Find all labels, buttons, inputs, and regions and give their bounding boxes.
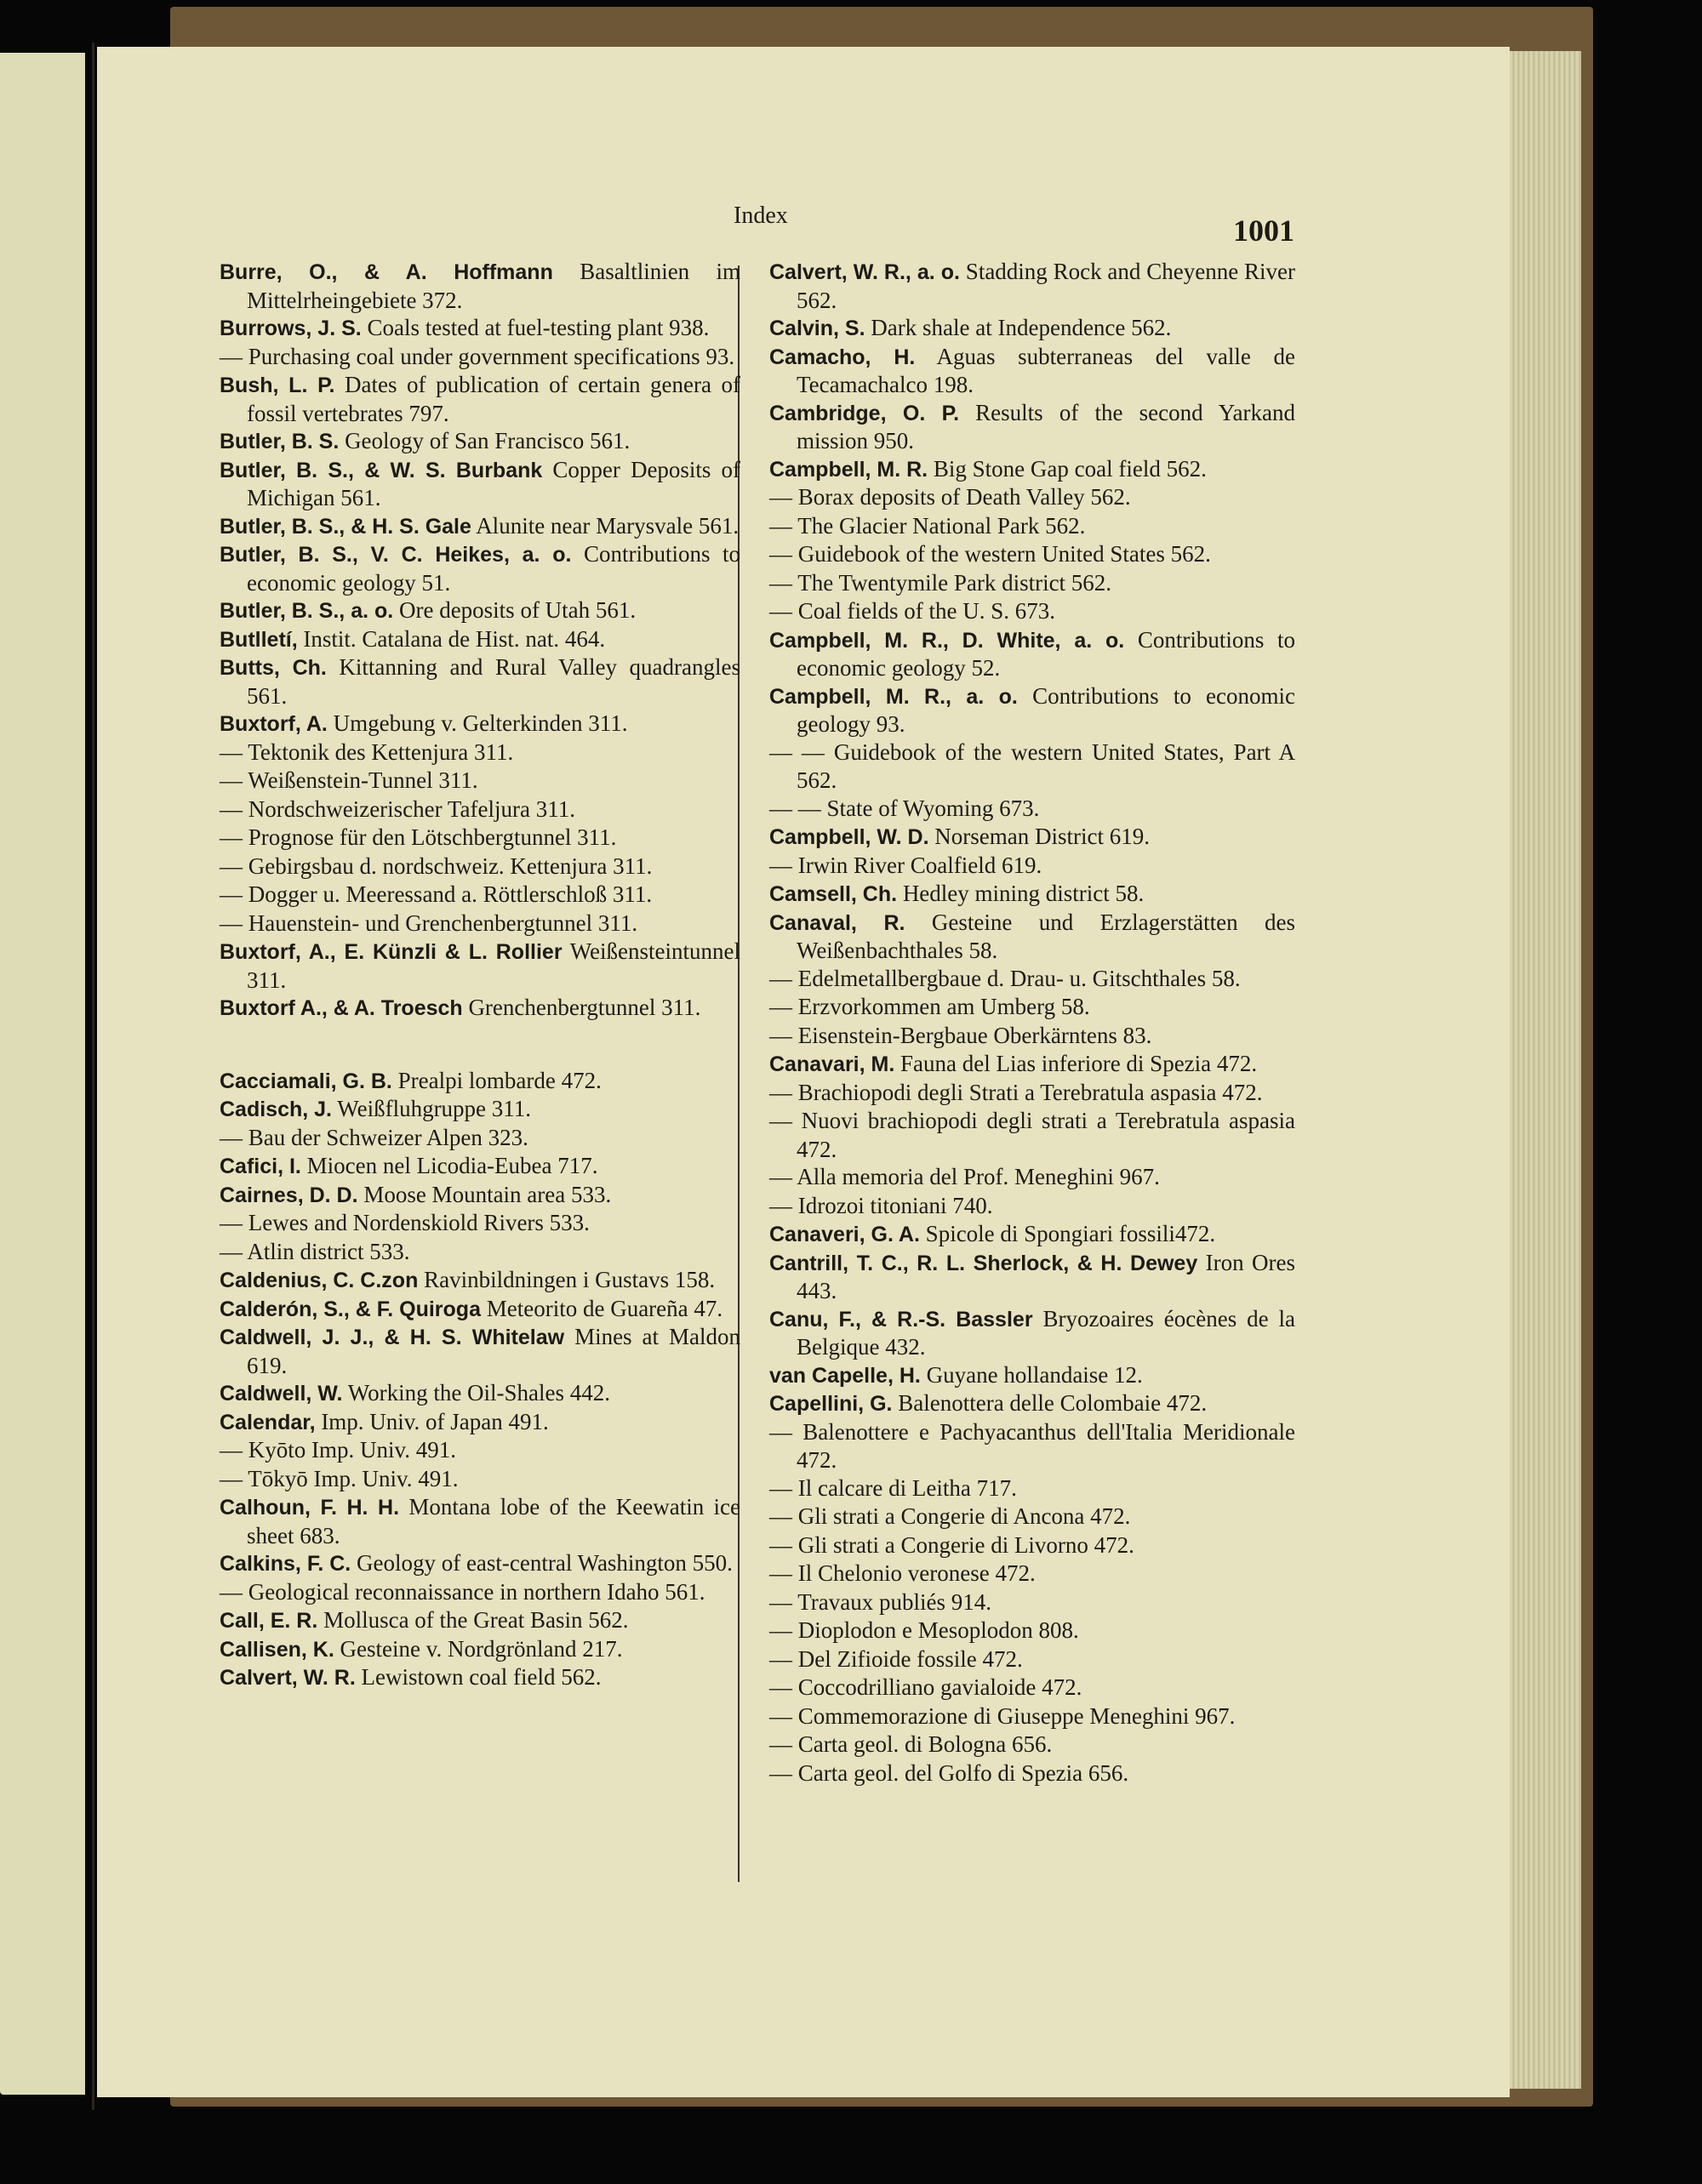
entry-author: Campbell, M. R., D. White, a. o. [769, 628, 1125, 653]
entry-title: Iron Ores 443. [797, 1249, 1296, 1303]
index-entry [220, 456, 740, 512]
index-entry [769, 1531, 1295, 1560]
entry-author: Camacho, H. [769, 345, 916, 369]
index-entry [220, 1295, 740, 1324]
index-entry [769, 258, 1295, 314]
entry-title: — Eisenstein-Bergbaue Oberkärntens 83. [769, 1022, 1152, 1048]
entry-title: Alunite near Marysvale 561. [476, 512, 740, 539]
entry-title: Big Stone Gap coal field 562. [933, 455, 1207, 482]
index-entry [220, 1124, 740, 1153]
entry-author: Calhoun, F. H. H. [220, 1496, 400, 1520]
gutter-line [92, 43, 94, 2110]
index-entry [769, 1079, 1295, 1108]
entry-title: — Weißenstein-Tunnel 311. [220, 767, 478, 793]
index-entry [769, 1305, 1295, 1361]
entry-author: Cantrill, T. C., R. L. Sherlock, & H. Dewey [769, 1251, 1198, 1275]
entry-author: Buxtorf, A., E. Künzli & L. Rollier [220, 940, 563, 964]
entry-title: — Tōkyō Imp. Univ. 491. [220, 1465, 459, 1491]
entry-title: Working the Oil-Shales 442. [347, 1380, 611, 1406]
entry-author: Cambridge, O. P. [769, 401, 960, 425]
entry-title: — Carta geol. del Golfo di Spezia 656. [769, 1759, 1129, 1786]
entry-title: Guyane hollandaise 12. [926, 1361, 1143, 1388]
entry-author: Calvert, W. R. [220, 1666, 356, 1690]
index-entry [769, 1163, 1295, 1192]
entry-title: — Gebirgsbau d. nordschweiz. Kettenjura 311. [220, 853, 653, 879]
index-entry [769, 909, 1295, 965]
index-entry [220, 653, 740, 710]
entry-author: Buxtorf A., & A. Troesch [220, 996, 463, 1020]
index-entry [769, 626, 1295, 682]
index-entry [220, 1578, 740, 1607]
index-entry [220, 767, 740, 795]
index-entry [769, 455, 1295, 484]
entry-author: Butler, B. S. [220, 430, 340, 453]
index-entry [769, 1645, 1295, 1674]
index-entry [220, 1266, 740, 1295]
index-entry [220, 1606, 740, 1635]
index-entry [220, 1465, 740, 1494]
entry-title: Mollusca of the Great Basin 562. [323, 1607, 629, 1633]
index-entry [220, 710, 740, 738]
index-entry [769, 1617, 1295, 1645]
entry-title: Weißfluhgruppe 311. [337, 1096, 532, 1121]
index-entry [220, 427, 740, 456]
index-entry [769, 1560, 1295, 1588]
running-head: Index [734, 202, 788, 229]
entry-author: Campbell, M. R. [769, 457, 928, 482]
index-entry [769, 483, 1295, 512]
entry-title: — Erzvorkommen am Umberg 58. [769, 994, 1090, 1019]
entry-title: Norseman District 619. [934, 824, 1150, 849]
index-entry [769, 880, 1295, 909]
index-entry [769, 1674, 1295, 1702]
entry-author: Butler, B. S., & H. S. Gale [220, 514, 471, 539]
entry-title: Stadding Rock and Cheyenne River 562. [797, 259, 1296, 313]
entry-title: Prealpi lombarde 472. [397, 1067, 602, 1093]
entry-author: Calvin, S. [769, 316, 865, 340]
entry-title: Ore deposits of Utah 561. [398, 597, 637, 623]
index-entry [220, 1152, 740, 1181]
entry-title: Copper Deposits of Michigan 561. [247, 456, 741, 510]
entry-title: Dates of publication of certain genera of fossil vertebrates 797. [247, 372, 741, 426]
entry-title: — Atlin district 533. [220, 1238, 410, 1264]
index-entry [220, 540, 740, 596]
entry-title: — Dioplodon e Mesoplodon 808. [769, 1617, 1079, 1643]
entry-author: Canavari, M. [769, 1052, 895, 1076]
entry-author: Campbell, W. D. [769, 825, 929, 849]
entry-title: — Coccodrilliano gavialoide 472. [769, 1674, 1082, 1700]
entry-title: — Coal fields of the U. S. 673. [769, 598, 1055, 624]
entry-title: Coals tested at fuel-testing plant 938. [367, 315, 710, 340]
entry-title: Gesteine v. Nordgrönland 217. [340, 1635, 623, 1662]
entry-author: van Capelle, H. [769, 1363, 921, 1388]
entry-author: Caldwell, J. J., & H. S. Whitelaw [220, 1326, 565, 1349]
index-entry [220, 314, 740, 343]
index-entry [220, 795, 740, 824]
entry-author: Cafici, I. [220, 1155, 301, 1178]
entry-author: Campbell, M. R., a. o. [769, 684, 1018, 709]
index-entry [769, 1022, 1295, 1051]
entry-title: Gesteine und Erzlagerstätten des Weißenbachthales 58. [797, 909, 1295, 963]
entry-title: Ravinbildningen i Gustavs 158. [424, 1267, 716, 1292]
entry-title: Geology of east-central Washington 550. [356, 1550, 733, 1576]
entry-title: Meteorito de Guareña 47. [486, 1295, 723, 1321]
entry-title: — Prognose für den Lötschbergtunnel 311. [220, 824, 617, 850]
entry-author: Caldenius, C. C.zon [220, 1269, 419, 1292]
entry-title: Basaltlinien im Mittelrheingebiete 372. [247, 259, 741, 313]
entry-title: Fauna del Lias inferiore di Spezia 472. [900, 1051, 1258, 1076]
entry-title: — Il Chelonio veronese 472. [769, 1560, 1036, 1586]
entry-author: Butlletí, [220, 627, 298, 652]
index-entry [769, 738, 1295, 795]
index-entry [220, 343, 740, 372]
index-entry [769, 1192, 1295, 1221]
entry-title: Imp. Univ. of Japan 491. [321, 1408, 549, 1434]
entry-title: Miocen nel Licodia-Eubea 717. [306, 1153, 598, 1178]
entry-title: — Borax deposits of Death Valley 562. [769, 484, 1131, 510]
entry-author: Cairnes, D. D. [220, 1183, 358, 1207]
index-entry [769, 1702, 1295, 1731]
entry-author: Canaval, R. [769, 910, 905, 935]
entry-author: Cacciamali, G. B. [220, 1069, 392, 1093]
entry-title: Lewistown coal field 562. [361, 1664, 602, 1690]
entry-title: — Nordschweizerischer Tafeljura 311. [220, 795, 575, 822]
entry-title: Contributions to economic geology 93. [797, 682, 1295, 737]
entry-author: Canu, F., & R.-S. Bassler [769, 1307, 1033, 1331]
entry-title: — Carta geol. di Bologna 656. [769, 1731, 1053, 1757]
index-column-right [769, 258, 1295, 1788]
index-entry [769, 512, 1295, 541]
entry-author: Bush, L. P. [220, 374, 335, 397]
entry-author: Calendar, [220, 1410, 316, 1434]
index-entry [769, 1050, 1295, 1079]
index-entry [220, 1095, 740, 1124]
index-entry [220, 596, 740, 625]
entry-author: Call, E. R. [220, 1609, 318, 1633]
index-entry [769, 965, 1295, 994]
entry-title: — Irwin River Coalfield 619. [769, 852, 1042, 878]
index-entry [220, 1067, 740, 1096]
entry-title: — Purchasing coal under government specifications 93. [220, 343, 735, 369]
index-entry [220, 994, 740, 1023]
index-entry [769, 1418, 1295, 1474]
index-entry [769, 343, 1295, 399]
index-entry [769, 1474, 1295, 1503]
index-entry [220, 1635, 740, 1664]
index-entry [769, 1588, 1295, 1617]
entry-title: — The Twentymile Park district 562. [769, 569, 1112, 596]
index-entry [220, 1323, 740, 1379]
entry-title: Bryozoaires éocènes de la Belgique 432. [797, 1305, 1296, 1360]
entry-title: Balenottera delle Colombaie 472. [898, 1390, 1208, 1416]
entry-title: — — Guidebook of the western United States, Part A 562. [769, 738, 1295, 793]
entry-author: Calderón, S., & F. Quiroga [220, 1297, 481, 1321]
entry-title: Montana lobe of the Keewatin ice sheet 683. [247, 1494, 741, 1548]
page-block-edges [1510, 51, 1581, 2089]
index-entry [220, 1209, 740, 1238]
index-entry [769, 1389, 1295, 1418]
entry-author: Buxtorf, A. [220, 712, 328, 736]
index-entry [220, 1408, 740, 1437]
entry-title: — — State of Wyoming 673. [769, 795, 1040, 821]
entry-title: Dark shale at Independence 562. [871, 315, 1172, 340]
index-column-left [220, 258, 740, 1692]
entry-title: — Brachiopodi degli Strati a Terebratula aspasia 472. [769, 1079, 1263, 1105]
entry-author: Burre, O., & A. Hoffmann [220, 260, 553, 284]
page-number: 1001 [1233, 214, 1294, 248]
entry-title: — Il calcare di Leitha 717. [769, 1474, 1017, 1501]
entry-title: Grenchenbergtunnel 311. [468, 995, 701, 1020]
index-entry [769, 399, 1295, 455]
index-entry [769, 1731, 1295, 1759]
index-entry [220, 1493, 740, 1549]
entry-title: — Edelmetallbergbaue d. Drau- u. Gitschthales 58. [769, 965, 1241, 991]
entry-title: — The Glacier National Park 562. [769, 512, 1086, 539]
entry-author: Caldwell, W. [220, 1382, 343, 1406]
section-gap [220, 1023, 740, 1067]
entry-title: — Balenottere e Pachyacanthus dell'Italia Meridionale 472. [769, 1418, 1295, 1473]
entry-title: — Gli strati a Congerie di Livorno 472. [769, 1531, 1134, 1558]
index-entry [220, 625, 740, 654]
index-entry [220, 938, 740, 994]
entry-title: — Tektonik des Kettenjura 311. [220, 738, 514, 765]
entry-title: — Bau der Schweizer Alpen 323. [220, 1124, 528, 1150]
entry-author: Calvert, W. R., a. o. [769, 260, 960, 284]
facing-page-edge [0, 53, 85, 2095]
index-entry [220, 881, 740, 910]
index-entry [769, 823, 1295, 852]
index-entry [769, 795, 1295, 824]
entry-author: Canaveri, G. A. [769, 1223, 920, 1246]
entry-title: — Idrozoi titoniani 740. [769, 1192, 993, 1218]
entry-author: Butler, B. S., a. o. [220, 599, 394, 623]
entry-title: — Lewes and Nordenskiold Rivers 533. [220, 1210, 590, 1235]
entry-author: Callisen, K. [220, 1637, 334, 1662]
entry-title: Results of the second Yarkand mission 950. [797, 399, 1295, 453]
entry-author: Butler, B. S., V. C. Heikes, a. o. [220, 543, 572, 567]
entry-title: — Kyōto Imp. Univ. 491. [220, 1437, 456, 1463]
entry-title: Kittanning and Rural Valley quadrangles 561. [247, 654, 741, 709]
index-entry [769, 993, 1295, 1022]
entry-title: — Gli strati a Congerie di Ancona 472. [769, 1503, 1131, 1529]
index-entry [769, 540, 1295, 569]
entry-author: Butts, Ch. [220, 656, 327, 680]
entry-title: Aguas subterraneas del valle de Tecamachalco 198. [797, 343, 1295, 397]
index-entry [769, 1107, 1295, 1163]
index-entry [769, 682, 1295, 738]
entry-title: Spicole di Spongiari fossili472. [925, 1221, 1216, 1246]
entry-title: Instit. Catalana de Hist. nat. 464. [303, 625, 606, 652]
entry-title: Contributions to economic geology 52. [797, 626, 1296, 681]
index-entry [220, 1379, 740, 1408]
entry-title: Mines at Maldon 619. [247, 1324, 740, 1378]
index-entry [220, 1549, 740, 1578]
index-entry [220, 1181, 740, 1210]
entry-title: Geology of San Francisco 561. [345, 428, 631, 453]
entry-author: Calkins, F. C. [220, 1552, 351, 1576]
index-entry [220, 853, 740, 881]
entry-title: — Del Zifioide fossile 472. [769, 1645, 1023, 1672]
index-entry [220, 1238, 740, 1267]
entry-title: Contributions to economic geology 51. [247, 541, 741, 596]
index-entry [220, 1436, 740, 1465]
index-entry [769, 1220, 1295, 1249]
entry-title: — Geological reconnaissance in northern Idaho 561. [220, 1578, 705, 1605]
index-entry [769, 1361, 1295, 1390]
entry-title: Hedley mining district 58. [902, 881, 1145, 906]
entry-title: Umgebung v. Gelterkinden 311. [333, 710, 628, 736]
entry-title: — Travaux publiés 914. [769, 1588, 992, 1615]
entry-title: — Alla memoria del Prof. Meneghini 967. [769, 1164, 1160, 1189]
entry-title: — Commemorazione di Giuseppe Meneghini 967. [769, 1702, 1236, 1729]
index-entry [220, 1663, 740, 1692]
index-entry [220, 512, 740, 541]
index-entry [769, 314, 1295, 343]
index-entry [220, 824, 740, 853]
index-entry [220, 738, 740, 767]
entry-author: Cadisch, J. [220, 1098, 332, 1121]
index-entry [769, 569, 1295, 598]
index-entry [769, 1759, 1295, 1788]
entry-title: — Guidebook of the western United States 562. [769, 541, 1211, 567]
entry-author: Burrows, J. S. [220, 316, 362, 340]
index-entry [769, 1503, 1295, 1531]
entry-title: Moose Mountain area 533. [363, 1181, 612, 1207]
entry-title: — Dogger u. Meeressand a. Röttlerschloß 311. [220, 881, 653, 907]
index-entry [220, 258, 740, 314]
index-entry [769, 1249, 1295, 1305]
index-entry [220, 910, 740, 938]
entry-author: Capellini, G. [769, 1392, 893, 1416]
entry-title: — Hauenstein- und Grenchenbergtunnel 311. [220, 910, 638, 936]
entry-title: Weißensteintunnel 311. [247, 938, 740, 993]
index-entry [220, 371, 740, 427]
entry-author: Camsell, Ch. [769, 882, 898, 906]
entry-title: — Nuovi brachiopodi degli strati a Terebratula aspasia 472. [769, 1108, 1295, 1162]
entry-author: Butler, B. S., & W. S. Burbank [220, 458, 543, 482]
index-entry [769, 597, 1295, 626]
index-entry [769, 852, 1295, 881]
